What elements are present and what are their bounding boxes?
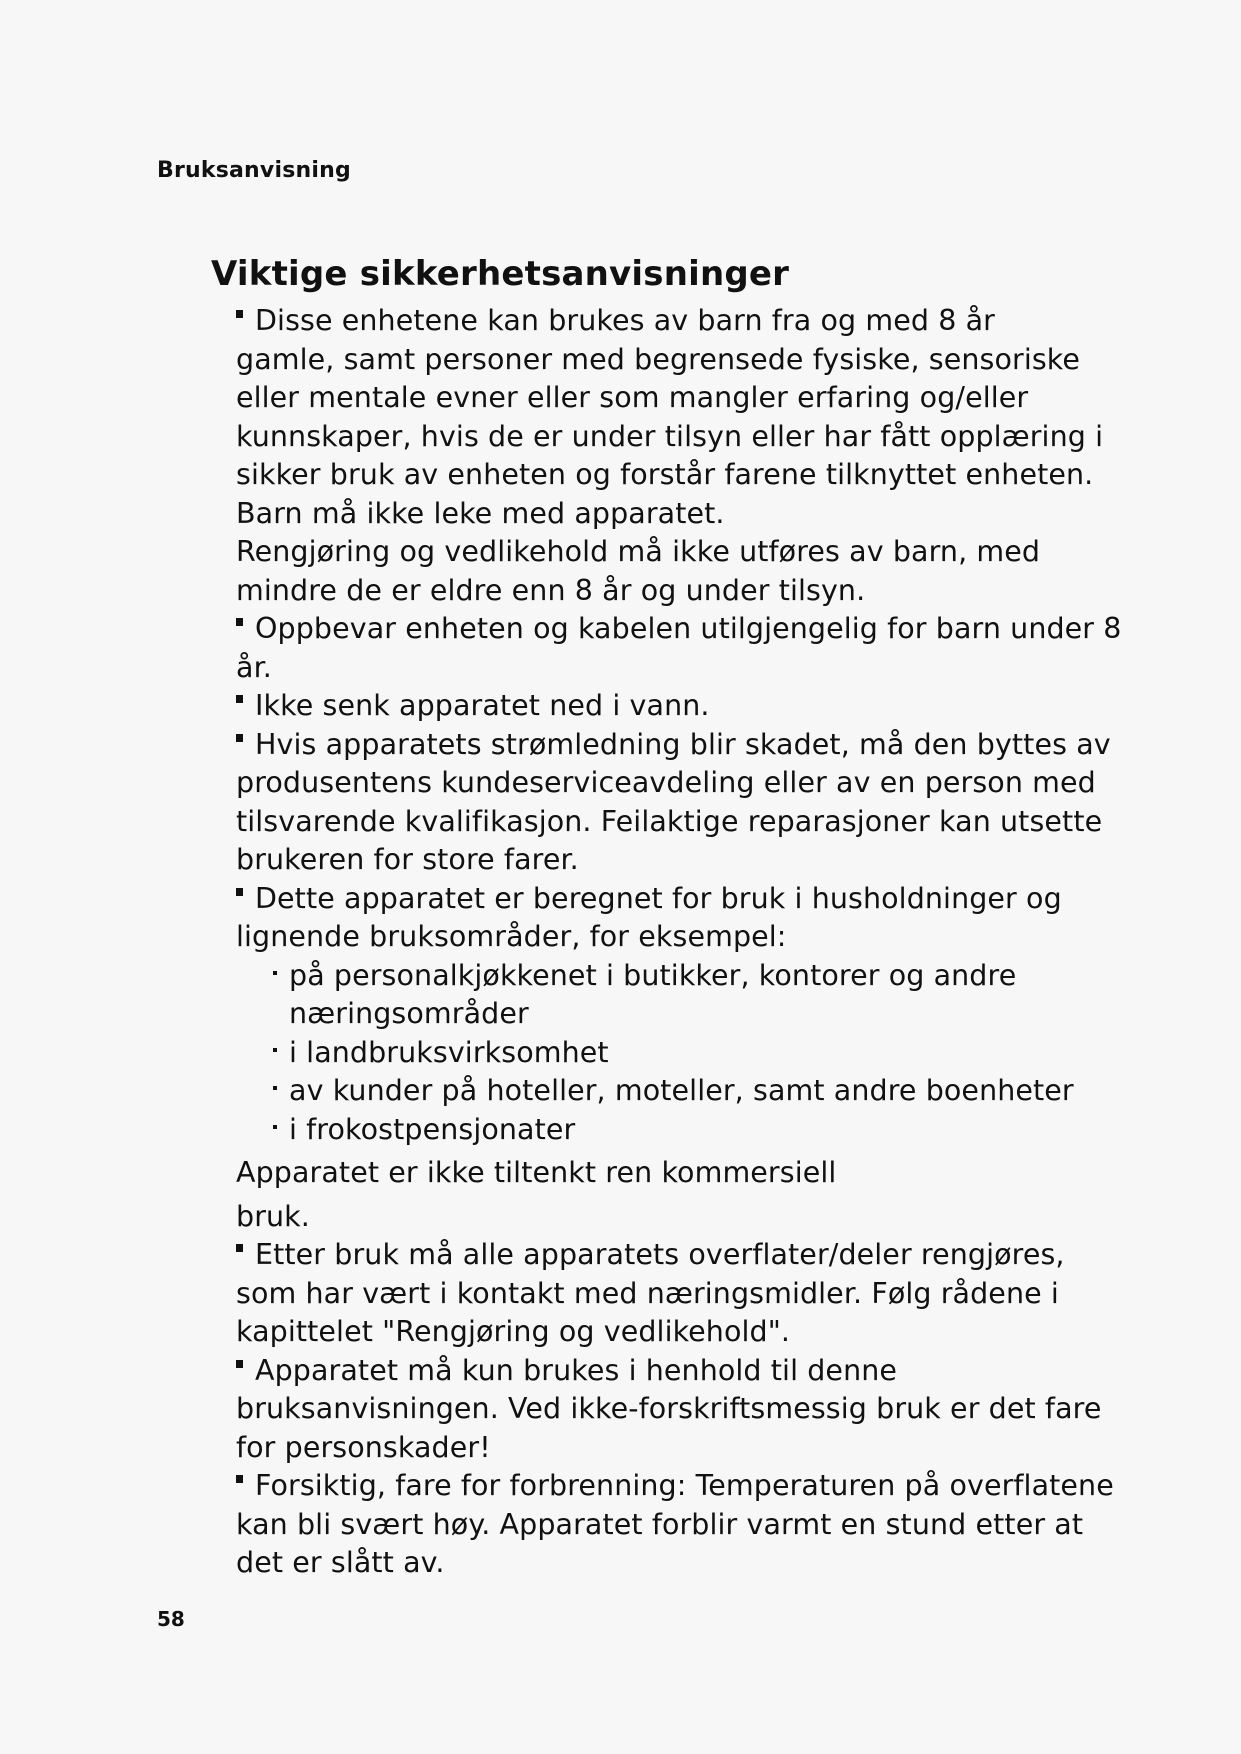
list-item: Apparatet må kun brukes i henhold til denne bruksanvisningen. Ved ikke-forskriftsmessig bruk er det fare for personskader! (236, 1353, 1102, 1464)
dot-bullet-icon (273, 1048, 277, 1052)
page-number: 58 (157, 1607, 185, 1631)
square-bullet-icon (236, 888, 243, 896)
safety-instructions (236, 302, 1122, 1583)
square-bullet-icon (236, 1360, 243, 1368)
list-item: Dette apparatet er beregnet for bruk i husholdninger og lignende bruksområder, for eksempel: på personalkjøkkenet i butikker, kontorer og andre næringsområder i landbruksvirksomhet av kunder på hoteller, moteller, samt andre boenheter i frokostpensjonater Apparatet er ikke tiltenkt ren kommersiell bruk. (236, 880, 1116, 1237)
section-title: Viktige sikkerhetsanvisninger (211, 254, 790, 294)
dot-bullet-icon (273, 1086, 277, 1090)
square-bullet-icon (236, 618, 243, 626)
dot-bullet-icon (273, 971, 277, 975)
list-item: Ikke senk apparatet ned i vann. (236, 687, 1116, 726)
sub-list-item: i frokostpensjonater (273, 1111, 1116, 1150)
dot-bullet-icon (273, 1125, 277, 1129)
list-item: Oppbevar enheten og kabelen utilgjengelig for barn under 8 år. (236, 612, 1122, 684)
sub-list-item: på personalkjøkkenet i butikker, kontorer og andre (273, 957, 1116, 996)
sub-list: på personalkjøkkenet i butikker, kontorer og andre næringsområder i landbruksvirksomhet av kunder på hoteller, moteller, samt andre boenheter i frokostpensjonater (236, 957, 1116, 1150)
square-bullet-icon (236, 734, 243, 742)
list-item: Forsiktig, fare for forbrenning: Temperaturen på overflatene kan bli svært høy. Apparatet forblir varmt en stund etter at det er slått av. (236, 1469, 1114, 1579)
list-item: Hvis apparatets strømledning blir skadet, må den byttes av produsentens kundeserviceavdeling eller av en person med tilsvarende kvalifikasjon. Feilaktige reparasjoner kan utsette brukeren for store farer. (236, 727, 1111, 876)
square-bullet-icon (236, 310, 243, 318)
square-bullet-icon (236, 695, 243, 703)
sub-list-item: av kunder på hoteller, moteller, samt andre boenheter (273, 1072, 1116, 1111)
sub-list-item: i landbruksvirksomhet (273, 1034, 1116, 1073)
list-item: Etter bruk må alle apparatets overflater/deler rengjøres, som har vært i kontakt med næringsmidler. Følg rådene i kapittelet "Rengjøring og vedlikehold". (236, 1238, 1065, 1348)
list-item: Disse enhetene kan brukes av barn fra og med 8 år gamle, samt personer med begrensede fysiske, sensoriske eller mentale evner eller som mangler erfaring og/eller kunnskaper, hvis de er under tilsyn eller har fått opplæring i sikker bruk av enheten og forstår farene tilknyttet enheten. Barn må ikke leke med apparatet. Rengjøring og vedlikehold må ikke utføres av barn, med mindre de er eldre enn 8 år og under tilsyn. (236, 304, 1104, 607)
square-bullet-icon (236, 1244, 243, 1252)
square-bullet-icon (236, 1475, 243, 1483)
running-header: Bruksanvisning (157, 158, 351, 183)
